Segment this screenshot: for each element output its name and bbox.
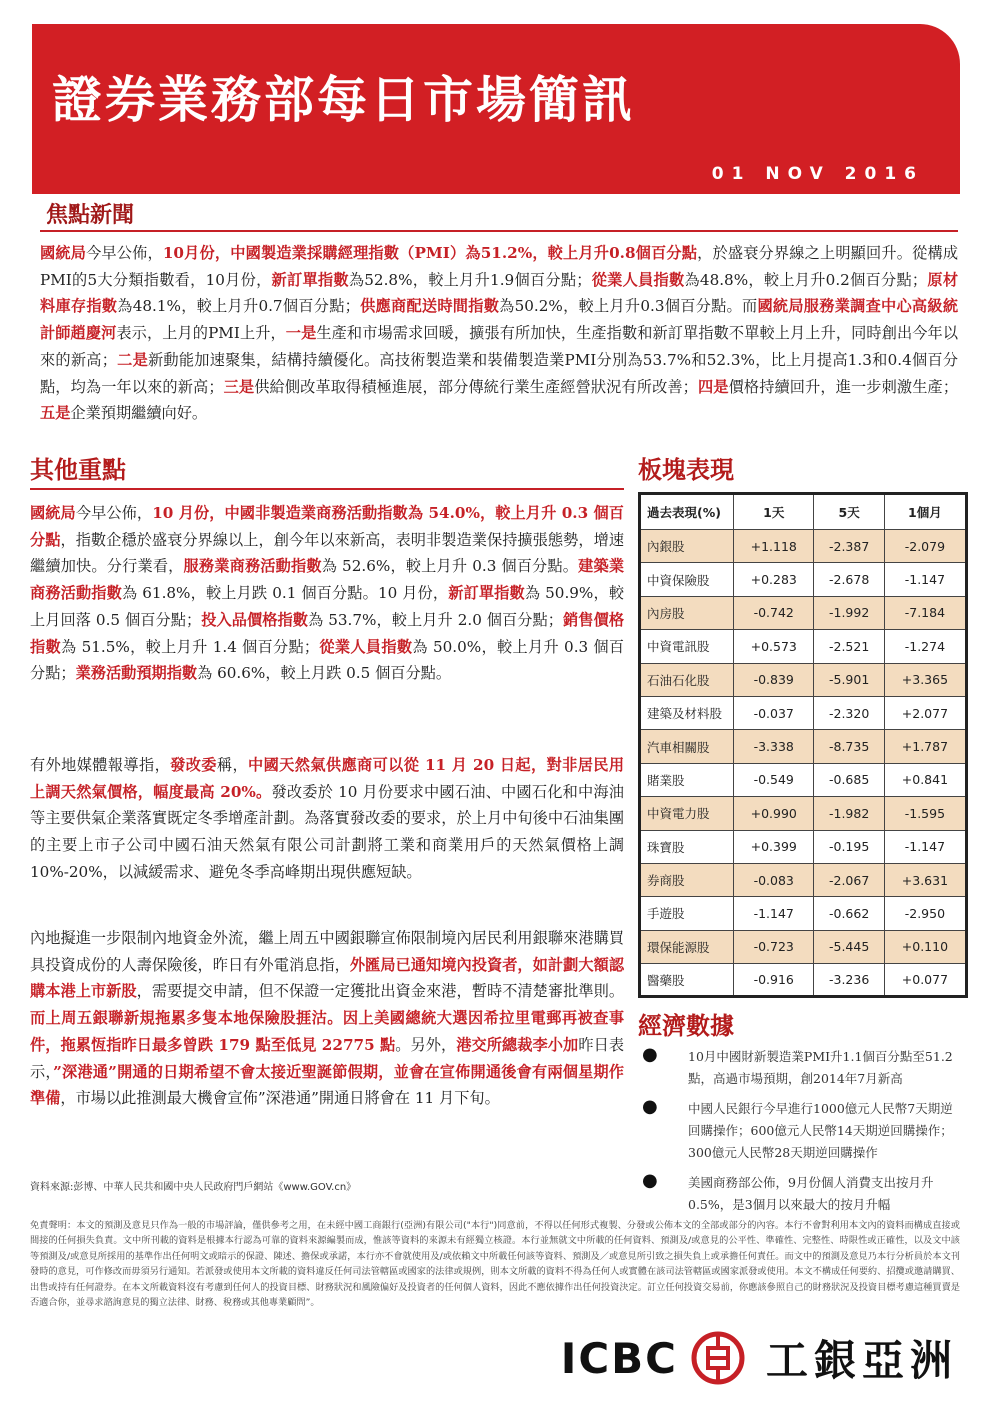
body-text: 為 50.9%，較上月回落 0.5 個百分點； xyxy=(30,584,625,629)
sector-name: 石油石化股 xyxy=(640,663,734,696)
highlight-text: 投入品價格指數 xyxy=(201,610,309,629)
highlight-text: 銷售價格指數 xyxy=(30,610,625,656)
value-5d: -2.521 xyxy=(814,630,884,663)
sector-table-body xyxy=(640,530,967,997)
body-text: 生產和市場需求回暖，擴張有所加快，生產指數和新訂單指數不單較上月上升，同時創出今年以來的新高； xyxy=(40,324,959,369)
highlight-text: 國統局 xyxy=(30,504,76,522)
body-text: 為 61.8%，較上月跌 0.1 個百分點。10 月份， xyxy=(121,584,449,603)
list-item xyxy=(642,1172,962,1216)
value-1m: -1.147 xyxy=(884,830,966,863)
highlight-text: 供應商配送時間指數 xyxy=(359,297,500,316)
value-1m: +3.365 xyxy=(884,663,966,696)
sector-name: 中資保險股 xyxy=(640,563,734,596)
body-text: 今早公佈， xyxy=(86,244,163,262)
other-divider xyxy=(30,488,624,490)
header-banner xyxy=(32,24,960,194)
economic-item-text: 10月中國財新製造業PMI升1.1個百分點至51.2點，高過市場預期，創2014年7月新高 xyxy=(688,1049,953,1086)
sector-name: 醫藥股 xyxy=(640,964,734,997)
economic-item-text: 中國人民銀行今早進行1000億元人民幣7天期逆回購操作；600億元人民幣14天期逆回購操作；300億元人民幣28天期逆回購操作 xyxy=(688,1101,953,1160)
value-5d: -2.678 xyxy=(814,563,884,596)
list-item xyxy=(642,1046,962,1090)
icbc-logo xyxy=(561,1328,958,1388)
col-header-5d: 5天 xyxy=(814,494,884,530)
value-5d: -1.992 xyxy=(814,596,884,629)
sector-name: 中資電訊股 xyxy=(640,630,734,663)
value-1m: +3.631 xyxy=(884,863,966,896)
sector-name: 券商股 xyxy=(640,863,734,896)
table-row xyxy=(640,663,967,696)
value-1m: -2.950 xyxy=(884,897,966,930)
highlight-text: 外匯局已通知境內投資者，如計劃大額認購本港上市新股 xyxy=(30,955,625,1001)
sector-name: 手遊股 xyxy=(640,897,734,930)
economic-data-title: 經濟數據 xyxy=(638,1012,734,1040)
value-5d: -5.445 xyxy=(814,930,884,963)
table-row xyxy=(640,763,967,796)
value-1m: -1.147 xyxy=(884,563,966,596)
economic-item-text: 美國商務部公佈，9月份個人消費支出按月升0.5%，是3個月以來最大的按月升幅 xyxy=(688,1175,934,1212)
value-1d: +0.573 xyxy=(734,630,814,663)
highlight-text: 一是 xyxy=(285,324,317,343)
value-5d: -0.685 xyxy=(814,763,884,796)
value-1d: +0.283 xyxy=(734,563,814,596)
icbc-seal-icon xyxy=(690,1330,746,1386)
highlight-text: 從業人員指數 xyxy=(319,637,413,656)
value-1d: -0.037 xyxy=(734,696,814,729)
body-text: 昨日表示， xyxy=(30,1035,625,1081)
body-text: 為48.1%，較上月升0.7個百分點； xyxy=(117,297,360,316)
value-1d: +1.118 xyxy=(734,530,814,563)
page-title: 證券業務部每日市場簡訊 xyxy=(52,71,635,129)
highlight-text: 10 月份，中國非製造業商務活動指數為 54.0%，較上月升 0.3 個百分點 xyxy=(30,504,624,549)
col-header-period: 過去表現(%) xyxy=(640,494,734,530)
sector-name: 中資電力股 xyxy=(640,797,734,830)
sector-performance-table xyxy=(638,492,968,998)
issue-date: 01 NOV 2016 xyxy=(711,164,924,184)
logo-chinese-text: 工銀亞洲 xyxy=(765,1336,958,1385)
value-1m: +2.077 xyxy=(884,696,966,729)
highlight-text: 中國天然氣供應商可以從 11 月 20 日起，對非居民用上調天然氣價格，幅度最高 20%。 xyxy=(30,756,625,801)
value-1d: -0.723 xyxy=(734,930,814,963)
table-row xyxy=(640,563,967,596)
highlight-text: 新訂單指數 xyxy=(448,584,525,603)
body-text: 為 53.7%，較上月升 2.0 個百分點； xyxy=(308,610,563,629)
highlight-text: 原材料庫存指數 xyxy=(40,270,959,316)
other-highlights-title: 其他重點 xyxy=(30,456,126,484)
body-text: 為 60.6%，較上月跌 0.5 個百分點。 xyxy=(197,664,452,683)
value-5d: -8.735 xyxy=(814,730,884,763)
highlight-text: 五是 xyxy=(40,404,71,423)
logo-icbc-text: ICBC xyxy=(560,1333,678,1383)
body-text: 稱， xyxy=(216,756,249,774)
highlight-text: 發改委 xyxy=(170,756,217,774)
body-text: 有外地媒體報導指， xyxy=(30,756,171,774)
value-1d: -1.147 xyxy=(734,897,814,930)
value-1m: -2.079 xyxy=(884,530,966,563)
value-1d: -0.916 xyxy=(734,964,814,997)
bullet-icon: ● xyxy=(642,1044,658,1065)
highlight-text: ”深港通”開通的日期希望不會太接近聖誕節假期，並會在宣佈開通後會有兩個星期作準備 xyxy=(30,1062,624,1108)
body-text: ，於盛衰分界線之上明顯回升。從構成PMI的5大分類指數看，10月份， xyxy=(40,244,959,289)
body-text: ，需要提交申請，但不保證一定獲批出資金來港，暫時不清楚審批準則。 xyxy=(136,982,625,1001)
col-header-1m: 1個月 xyxy=(884,494,966,530)
body-text: 為 51.5%，較上月升 1.4 個百分點； xyxy=(60,637,320,656)
highlight-text: 二是 xyxy=(116,350,148,369)
highlight-text: 10月份，中國製造業採購經理指數（PMI）為51.2%，較上月升0.8個百分點 xyxy=(162,244,698,262)
value-5d: -5.901 xyxy=(814,663,884,696)
sector-name: 建築及材料股 xyxy=(640,696,734,729)
list-item xyxy=(642,1098,962,1164)
body-text: 今早公佈， xyxy=(75,504,153,522)
table-row xyxy=(640,530,967,563)
highlight-text: 從業人員指數 xyxy=(591,270,685,289)
table-row xyxy=(640,863,967,896)
sector-name: 內房股 xyxy=(640,596,734,629)
highlight-text: 新訂單指數 xyxy=(271,270,349,289)
economic-data-list xyxy=(642,1046,962,1224)
table-row xyxy=(640,930,967,963)
bullet-icon: ● xyxy=(642,1170,658,1191)
value-5d: -2.387 xyxy=(814,530,884,563)
table-row xyxy=(640,830,967,863)
body-text: 價格持續回升，進一步刺激生產； xyxy=(728,377,959,396)
value-1m: +0.110 xyxy=(884,930,966,963)
sector-name: 內銀股 xyxy=(640,530,734,563)
value-1d: -3.338 xyxy=(734,730,814,763)
value-1m: -7.184 xyxy=(884,596,966,629)
body-text: 企業預期繼續向好。 xyxy=(70,404,208,423)
body-text: 內地擬進一步限制內地資金外流，繼上周五中國銀聯宣佈限制境內居民利用銀聯來港購買具投資成份的人壽保險後，昨日有外電消息指， xyxy=(30,929,624,974)
table-row xyxy=(640,964,967,997)
sector-name: 環保能源股 xyxy=(640,930,734,963)
value-1d: -0.742 xyxy=(734,596,814,629)
value-1d: -0.549 xyxy=(734,763,814,796)
value-5d: -2.320 xyxy=(814,696,884,729)
table-row xyxy=(640,897,967,930)
value-1m: +1.787 xyxy=(884,730,966,763)
body-text: 為 52.6%，較上月升 0.3 個百分點。 xyxy=(321,557,579,576)
table-row xyxy=(640,630,967,663)
body-text: 發改委於 10 月份要求中國石油、中國石化和中海油等主要供氣企業落實既定冬季增產計劃。為落實發改委的要求，於上月中旬後中石油集團的主要上市子公司中國石油天然氣有限公司計劃將工業和商業用戶的天然氣價格上調 10%-20%，以減緩需求、避免冬季高峰期出現供應短缺。 xyxy=(30,782,624,881)
col-header-1d: 1天 xyxy=(734,494,814,530)
value-1m: +0.841 xyxy=(884,763,966,796)
other-paragraph-3 xyxy=(30,925,624,1112)
table-header-row xyxy=(640,494,967,530)
sector-name: 賭業股 xyxy=(640,763,734,796)
sector-name: 珠寶股 xyxy=(640,830,734,863)
sector-name: 汽車相關股 xyxy=(640,730,734,763)
value-1m: -1.595 xyxy=(884,797,966,830)
table-row xyxy=(640,797,967,830)
disclaimer: 免責聲明：本文的預測及意見只作為一般的市場評論，僅供參考之用，在未經中國工商銀行(亞洲)有限公司("本行")同意前，不得以任何形式複製、分發或公佈本文的全部或部分的內容。本行不會對利用本文內的資料而構成直接或間接的任何損失負責。文中所刊載的資料是根據本行認為可靠的資料來源編製而成，惟該等資料的來源未有經獨立核證。本行並無就文中所載的任何資料、預測及/或意見的公平性、準確性、完整性、時限性或正確性，以及文中該等預測及/或意見所採用的基準作出任何明文或暗示的保證、陳述、擔保或承諾，本行亦不會就使用及/或依賴文中所載任何該等資料、預測及／或意見所引致之損失負上或承擔任何責任。而文中的預測及意見乃本行分析員於本文刊發時的意見，可作修改而毋須另行通知。若派發或使用本文所載的資料違反任何司法管轄區或國家的法律或規例，則本文所載的資料不得為任何人或實體在該司法管轄區或國家派發或使用。本文不構成任何要約、招攬或邀請購買、出售或持有任何證券。在本文所載資料沒有考慮到任何人的投資目標、財務狀況和風險偏好及投資者的任何個人資料，因此不應依據作出任何投資決定。訂立任何投資交易前，你應該參照自己的財務狀況及投資目標考慮這種買賣是否適合你，並尋求諮詢意見的獨立法律、財務、稅務或其他專業顧問”。 xyxy=(30,1220,960,1309)
table-row xyxy=(640,696,967,729)
value-5d: -3.236 xyxy=(814,964,884,997)
highlight-text: 國統局服務業調查中心高級統計師趙慶河 xyxy=(40,297,959,343)
highlight-text: 三是 xyxy=(223,377,255,396)
highlight-text: 業務活動預期指數 xyxy=(75,664,198,683)
body-text: 為52.8%，較上月升1.9個百分點； xyxy=(348,270,592,289)
other-paragraph-2 xyxy=(30,752,624,886)
value-1d: +0.399 xyxy=(734,830,814,863)
table-row xyxy=(640,596,967,629)
highlight-text: 國統局 xyxy=(40,244,87,262)
value-5d: -0.195 xyxy=(814,830,884,863)
value-5d: -0.662 xyxy=(814,897,884,930)
body-text: 為 50.0%，較上月升 0.3 個百分點； xyxy=(30,637,625,683)
value-5d: -1.982 xyxy=(814,797,884,830)
focus-news-title: 焦點新聞 xyxy=(46,203,135,228)
focus-divider xyxy=(40,230,958,232)
highlight-text: 服務業商務活動指數 xyxy=(183,557,322,576)
body-text: 新動能加速聚集，結構持續優化。高技術製造業和裝備製造業PMI分別為53.7%和52.3%，比上月提高1.3和0.4個百分點，均為一年以來的新高； xyxy=(40,350,959,396)
body-text: 。另外， xyxy=(395,1035,457,1054)
sector-performance-title: 板塊表現 xyxy=(638,456,734,484)
source-note: 資料來源:彭博、中華人民共和國中央人民政府門戶網站《www.GOV.cn》 xyxy=(30,1182,357,1193)
body-text: 表示，上月的PMI上升， xyxy=(116,324,286,343)
focus-news-paragraph xyxy=(40,240,958,427)
value-5d: -2.067 xyxy=(814,863,884,896)
other-paragraph-1 xyxy=(30,500,624,687)
value-1d: -0.839 xyxy=(734,663,814,696)
table-row xyxy=(640,730,967,763)
body-text: 為50.2%，較上月升0.3個百分點。而 xyxy=(499,297,758,316)
body-text: ，市場以此推測最大機會宣佈”深港通”開通日將會在 11 月下旬。 xyxy=(60,1089,500,1108)
body-text: 為48.8%，較上月升0.2個百分點； xyxy=(684,270,928,289)
highlight-text: 港交所總裁李小加 xyxy=(456,1035,579,1054)
body-text: 供給側改革取得積極進展，部分傳統行業生產經營狀況有所改善； xyxy=(254,377,698,396)
value-1d: -0.083 xyxy=(734,863,814,896)
body-text: ，指數企穩於盛衰分界線以上，創今年以來新高，表明非製造業保持擴張態勢，增速繼續加快。分行業看， xyxy=(30,530,625,576)
value-1d: +0.990 xyxy=(734,797,814,830)
highlight-text: 四是 xyxy=(697,377,729,396)
highlight-text: 而上周五銀聯新規拖累多隻本地保險股捱沽。因上美國總統大選因希拉里電郵再被查事件，拖累恆指昨日最多曾跌 179 點至低見 22775 點 xyxy=(30,1009,624,1054)
value-1m: -1.274 xyxy=(884,630,966,663)
value-1m: +0.077 xyxy=(884,964,966,997)
highlight-text: 建築業商務活動指數 xyxy=(30,557,625,603)
bullet-icon: ● xyxy=(642,1096,658,1117)
